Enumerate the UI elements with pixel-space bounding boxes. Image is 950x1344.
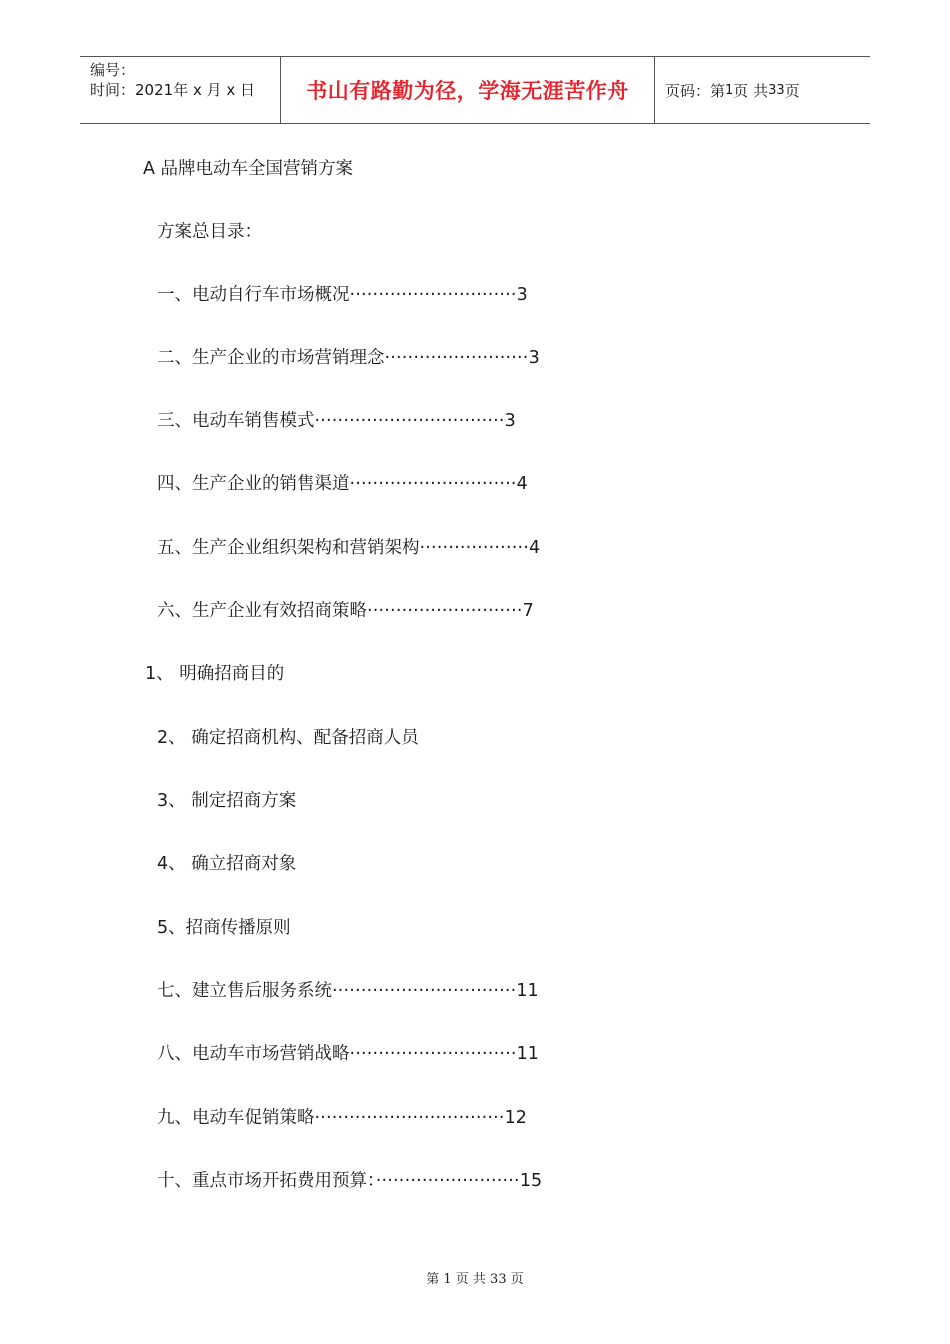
- toc-item-dots: ································: [332, 981, 517, 1001]
- toc-item-dots: ·························: [384, 348, 529, 368]
- toc-item-page: 7: [522, 601, 534, 621]
- toc-subitem: 1、 明确招商目的: [145, 664, 285, 684]
- page-total: 33: [768, 82, 785, 98]
- toc-item-text: 二、生产企业的市场营销理念: [157, 348, 385, 368]
- toc-item-text: 六、生产企业有效招商策略: [157, 601, 367, 621]
- page-current: 1: [725, 82, 734, 98]
- toc-item-text: 八、电动车市场营销战略: [157, 1044, 350, 1064]
- toc-item: [157, 283, 528, 307]
- toc-item-dots: ·································: [314, 1108, 505, 1128]
- toc-item-text: 九、电动车促销策略: [157, 1108, 315, 1128]
- toc-item-page: 11: [516, 1044, 539, 1064]
- time-rest: 年 x 月 x 日: [173, 81, 256, 99]
- toc-item-dots: ···························: [367, 601, 523, 621]
- header-page-info: [655, 57, 870, 123]
- toc-item-page: 3: [528, 348, 540, 368]
- toc-heading: 方案总目录：: [157, 222, 262, 242]
- toc-item-dots: ···················: [419, 538, 529, 558]
- toc-item-page: 11: [516, 981, 539, 1001]
- page-header: [80, 56, 870, 124]
- toc-subitem: 5、招商传播原则: [157, 918, 291, 938]
- toc-item-dots: ·····························: [349, 474, 517, 494]
- page-footer: 第 1 页 共 33 页: [426, 1272, 524, 1287]
- toc-item: [157, 979, 539, 1003]
- toc-subitem: 3、 制定招商方案: [157, 791, 297, 811]
- toc-item-page: 3: [516, 285, 528, 305]
- time-label: 时间：: [90, 81, 136, 99]
- time-line: [90, 80, 280, 100]
- toc-subitem: 4、 确立招商对象: [157, 854, 297, 874]
- toc-item: [157, 472, 528, 496]
- toc-item: [157, 1169, 542, 1193]
- toc-item: [157, 536, 540, 560]
- toc-item-text: 十、重点市场开拓费用预算：: [157, 1171, 376, 1191]
- toc-item-page: 15: [519, 1171, 543, 1191]
- page-mid: 页 共: [733, 81, 769, 100]
- toc-item-page: 4: [529, 538, 541, 558]
- toc-subitem: 2、 确定招商机构、配备招商人员: [157, 728, 419, 748]
- header-meta: [80, 57, 281, 123]
- toc-item-dots: ·························: [375, 1171, 520, 1191]
- toc-item: [157, 346, 540, 370]
- toc-item-page: 3: [504, 411, 516, 431]
- toc-item: [157, 599, 534, 623]
- toc-item-dots: ·····························: [349, 285, 517, 305]
- toc-item-text: 四、生产企业的销售渠道: [157, 474, 350, 494]
- toc-item-page: 4: [516, 474, 528, 494]
- header-motto: 书山有路勤为径，学海无涯苦作舟: [281, 57, 655, 123]
- page-label: 页码：第: [665, 81, 726, 100]
- toc-item: [157, 1106, 527, 1130]
- time-year: 2021: [135, 81, 174, 99]
- page-end: 页: [784, 81, 800, 100]
- toc-item-dots: ·································: [314, 411, 505, 431]
- toc-item-text: 五、生产企业组织架构和营销架构: [157, 538, 420, 558]
- number-label: 编号：: [90, 61, 136, 79]
- toc-item-text: 七、建立售后服务系统: [157, 981, 332, 1001]
- toc-item-page: 12: [504, 1108, 527, 1128]
- toc-item-dots: ·····························: [349, 1044, 517, 1064]
- toc-item-text: 三、电动车销售模式: [157, 411, 315, 431]
- document-title: A 品牌电动车全国营销方案: [143, 159, 354, 179]
- toc-item: [157, 409, 516, 433]
- toc-item-text: 一、电动自行车市场概况: [157, 285, 350, 305]
- toc-item: [157, 1042, 539, 1066]
